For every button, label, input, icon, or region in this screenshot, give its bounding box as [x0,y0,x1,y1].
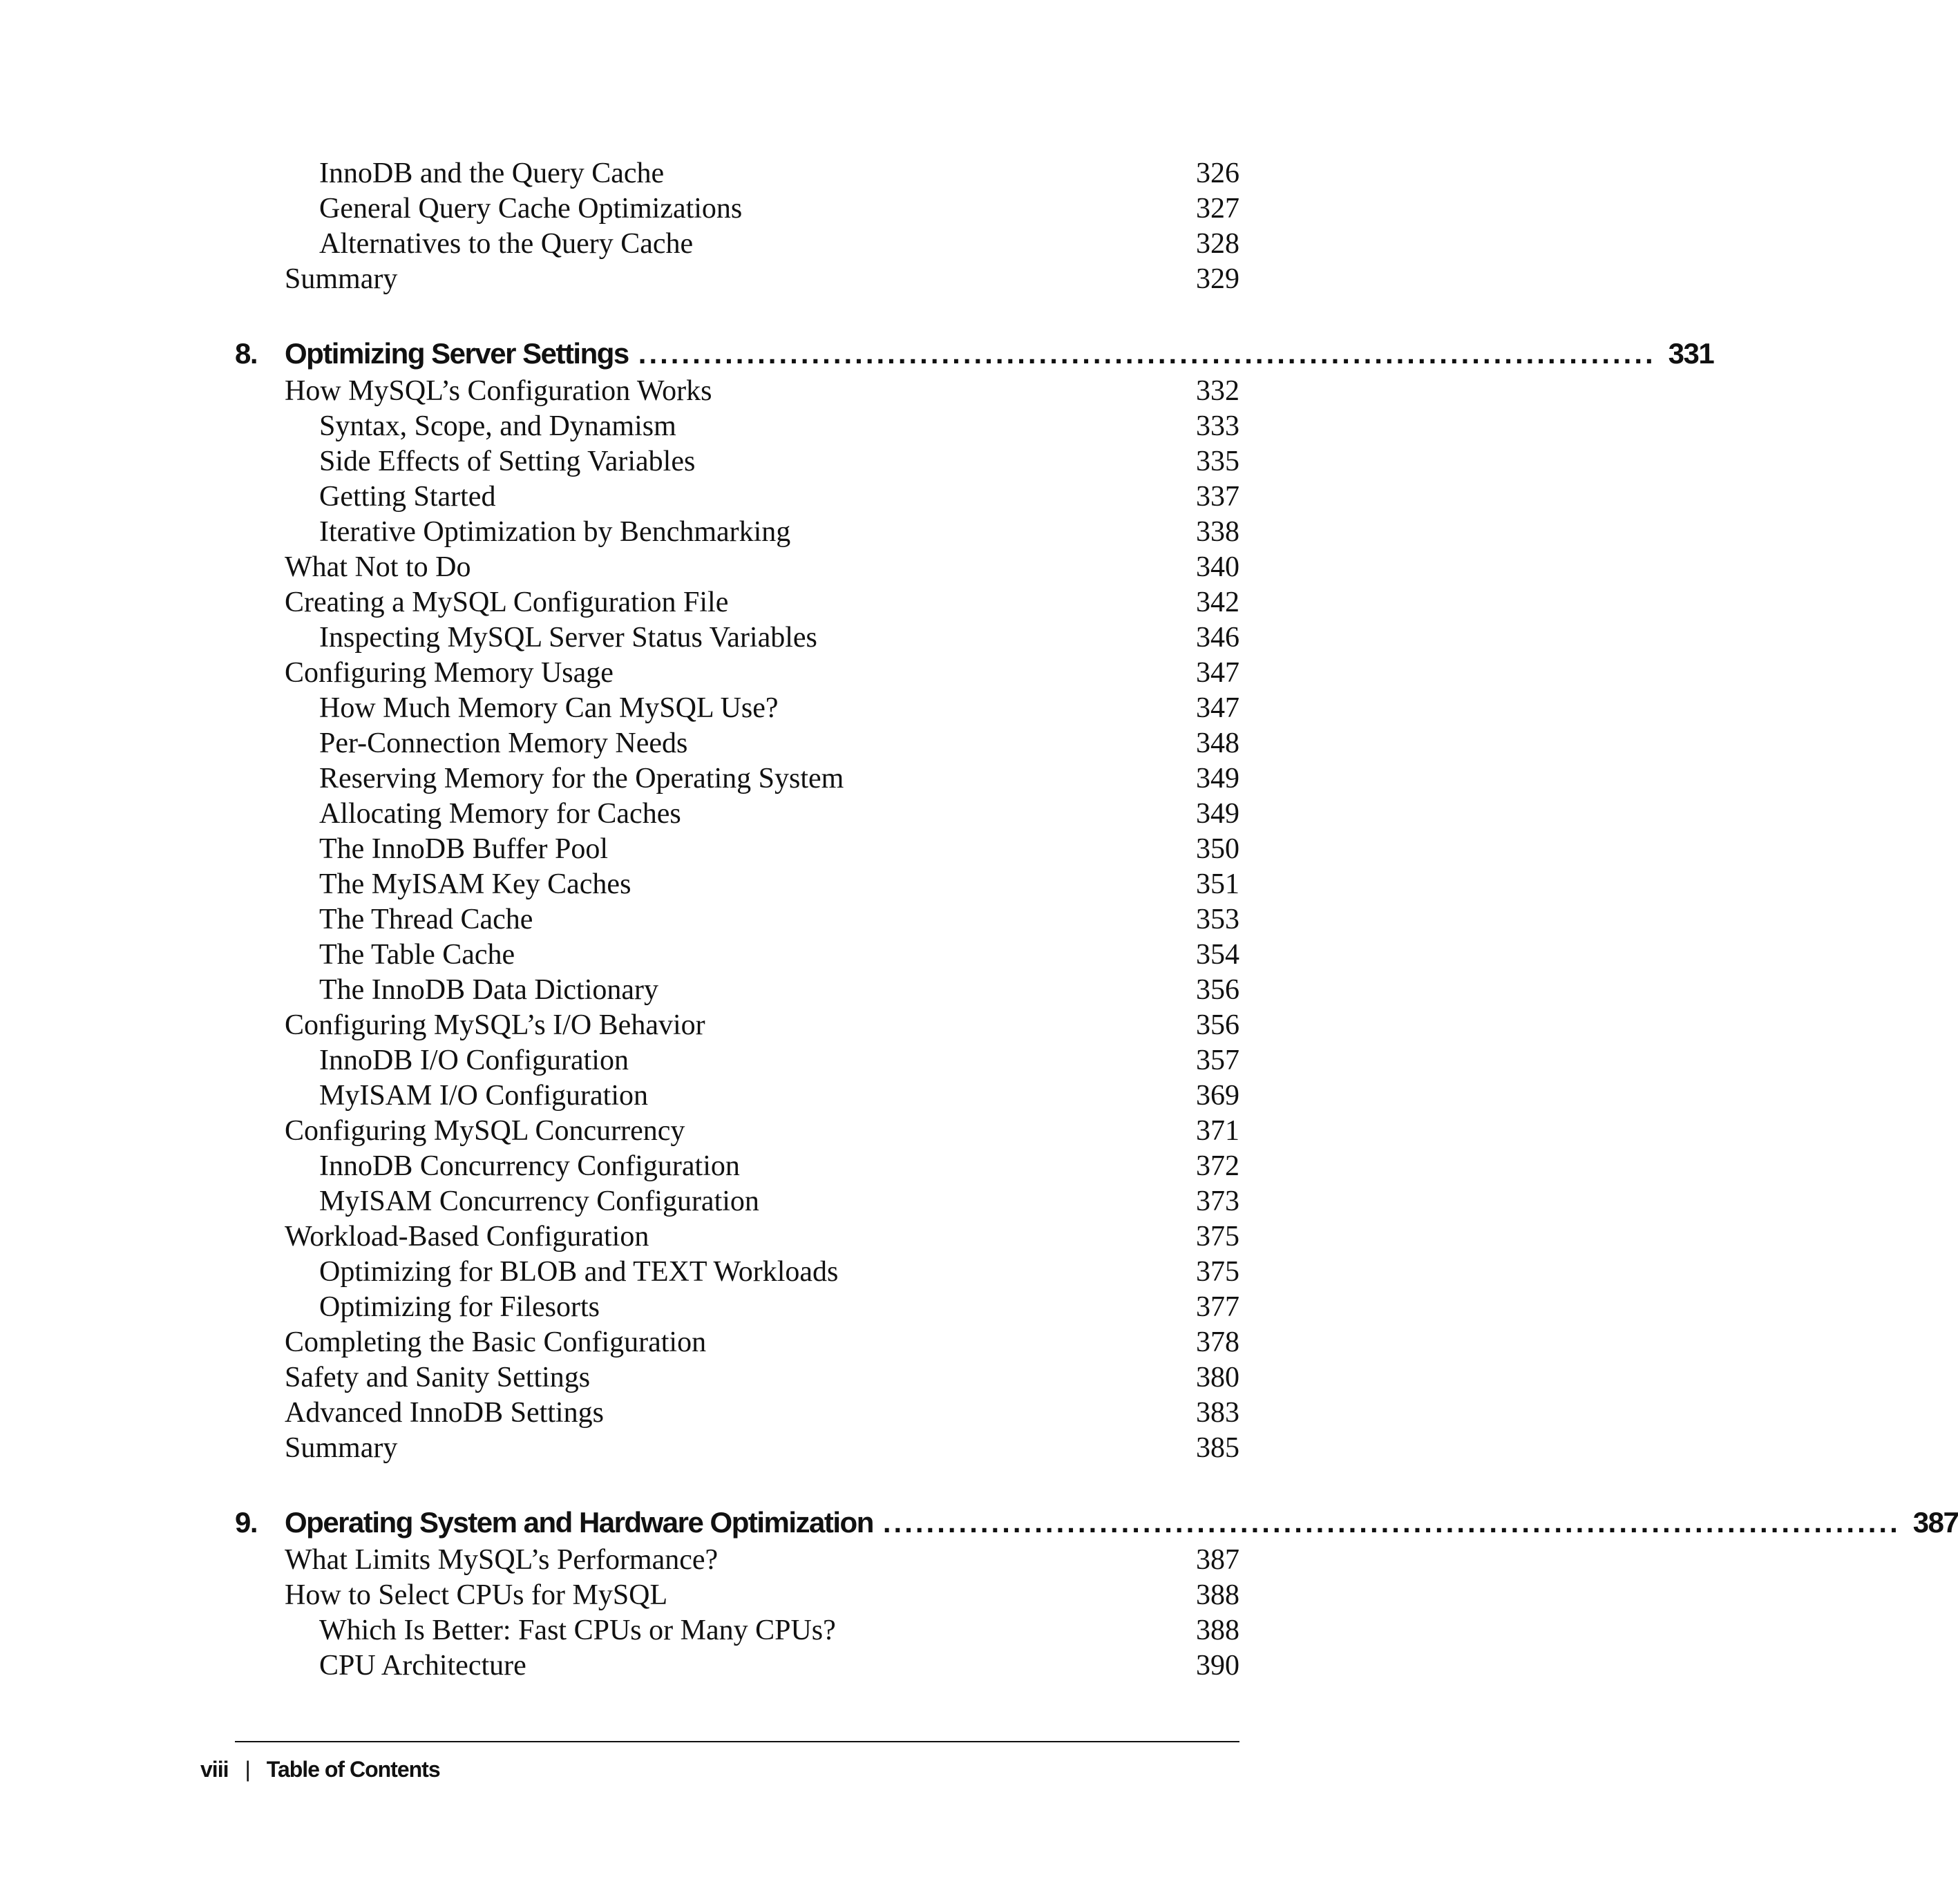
footer-separator: | [245,1757,250,1782]
toc-entry-page: 351 [1196,868,1239,900]
toc-entry-title: The InnoDB Data Dictionary [319,974,659,1006]
toc-entry-title: What Not to Do [285,551,471,583]
toc-entry[interactable] [235,585,1239,620]
chapter-number: 8. [235,337,258,370]
toc-entry[interactable] [235,1290,1239,1325]
toc-entry-title: MyISAM Concurrency Configuration [319,1186,759,1217]
toc-entry-page: 383 [1196,1397,1239,1429]
toc-entry-page: 347 [1196,657,1239,689]
chapter-9-section [235,1503,1958,1684]
toc-entry-page: 369 [1196,1080,1239,1112]
toc-entry-page: 377 [1196,1291,1239,1323]
toc-entry-title: Creating a MySQL Configuration File [285,587,729,618]
toc-entry[interactable] [235,1543,1239,1578]
toc-entry[interactable] [235,797,1239,832]
toc-entry-title: InnoDB Concurrency Configuration [319,1150,740,1182]
toc-entry-title: Side Effects of Setting Variables [319,446,696,477]
toc-entry-page: 342 [1196,587,1239,618]
toc-entry-page: 347 [1196,692,1239,724]
toc-entry-title: Configuring Memory Usage [285,657,614,689]
toc-entry-title: How MySQL’s Configuration Works [285,375,712,407]
toc-entry-title: Advanced InnoDB Settings [285,1397,604,1429]
toc-entry[interactable] [235,374,1239,409]
chapter-number: 9. [235,1506,258,1539]
toc-entry-title: Getting Started [319,481,496,513]
toc-entry-title: Allocating Memory for Caches [319,798,681,830]
toc-entry-title: Summary [285,1432,398,1464]
toc-entry-title: Completing the Basic Configuration [285,1326,707,1358]
toc-entry-page: 378 [1196,1326,1239,1358]
toc-entry-page: 340 [1196,551,1239,583]
toc-entry-page: 371 [1196,1115,1239,1147]
toc-entry-page: 337 [1196,481,1239,513]
toc-entry-title: Alternatives to the Query Cache [319,228,694,260]
toc-entry[interactable] [235,937,1239,973]
chapter-page: 387 [1912,1506,1958,1539]
toc-entry-page: 390 [1196,1650,1239,1682]
toc-entry-title: The InnoDB Buffer Pool [319,833,609,865]
toc-entry-page: 333 [1196,410,1239,442]
toc-entry-page: 372 [1196,1150,1239,1182]
toc-entry-title: Inspecting MySQL Server Status Variables [319,622,817,654]
toc-entry[interactable] [235,761,1239,797]
toc-entry-page: 357 [1196,1045,1239,1076]
toc-entry[interactable] [235,1184,1239,1219]
toc-entry[interactable] [235,191,1239,227]
toc-entry-page: 375 [1196,1221,1239,1253]
toc-entry-page: 388 [1196,1615,1239,1646]
toc-entry-title: Reserving Memory for the Operating System [319,763,844,794]
toc-entry-page: 385 [1196,1432,1239,1464]
footer-section-title: Table of Contents [266,1757,440,1782]
toc-entry-title: What Limits MySQL’s Performance? [285,1544,719,1576]
toc-entry[interactable] [235,227,1239,262]
toc-entry-page: 329 [1196,263,1239,295]
dot-leader: .............................................................................................. [882,1506,1901,1539]
toc-entry-title: How Much Memory Can MySQL Use? [319,692,779,724]
toc-entry[interactable] [235,1149,1239,1184]
toc-entry-page: 356 [1196,1009,1239,1041]
toc-entry-page: 387 [1196,1544,1239,1576]
toc-entry-page: 338 [1196,516,1239,548]
toc-entry[interactable] [235,444,1239,479]
toc-entry-page: 335 [1196,446,1239,477]
footer-rule [235,1741,1239,1742]
toc-entry[interactable] [235,156,1239,191]
chapter-title: Optimizing Server Settings [285,337,629,370]
footer-page-number: viii [200,1757,229,1782]
toc-entry-title: Per-Connection Memory Needs [319,727,688,759]
toc-entry-title: MyISAM I/O Configuration [319,1080,648,1112]
toc-entry[interactable] [235,1255,1239,1290]
toc-entry[interactable] [235,1325,1239,1360]
toc-entry[interactable] [235,1431,1239,1466]
chapter-heading[interactable] [235,1503,1958,1543]
chapter-8-entries [235,374,1239,1466]
toc-entry[interactable] [235,1008,1239,1043]
toc-entry-page: 328 [1196,228,1239,260]
chapter-title: Operating System and Hardware Optimization [285,1506,873,1539]
toc-entry-page: 375 [1196,1256,1239,1288]
toc-entry-page: 388 [1196,1579,1239,1611]
toc-entry-title: Syntax, Scope, and Dynamism [319,410,676,442]
toc-entry[interactable] [235,1078,1239,1114]
toc-entry-page: 332 [1196,375,1239,407]
toc-entry[interactable] [235,1360,1239,1396]
toc-entry[interactable] [235,409,1239,444]
toc-entry[interactable] [235,691,1239,726]
toc-entry[interactable] [235,1578,1239,1613]
toc-entry[interactable] [235,867,1239,902]
toc-entry-page: 354 [1196,939,1239,971]
toc-entry-title: Optimizing for BLOB and TEXT Workloads [319,1256,839,1288]
toc-entry-title: Iterative Optimization by Benchmarking [319,516,791,548]
chapter-heading[interactable] [235,334,1714,374]
chapter-9-entries [235,1543,1239,1684]
toc-entry-title: Safety and Sanity Settings [285,1362,591,1393]
toc-entry[interactable] [235,726,1239,761]
toc-entry-page: 380 [1196,1362,1239,1393]
toc-entry[interactable] [235,1648,1239,1684]
toc-entry-page: 348 [1196,727,1239,759]
toc-entry-page: 356 [1196,974,1239,1006]
chapter-page: 331 [1668,337,1714,370]
toc-entry[interactable] [235,1043,1239,1078]
toc-entry-page: 350 [1196,833,1239,865]
toc-entry-title: The Thread Cache [319,904,533,935]
toc-entry[interactable] [235,1114,1239,1149]
toc-entry[interactable] [235,262,1239,297]
toc-entry-title: Configuring MySQL’s I/O Behavior [285,1009,705,1041]
toc-entry-page: 373 [1196,1186,1239,1217]
toc-entry-title: Which Is Better: Fast CPUs or Many CPUs? [319,1615,836,1646]
toc-entry-title: Workload-Based Configuration [285,1221,649,1253]
toc-entry-page: 346 [1196,622,1239,654]
toc-entry[interactable] [235,832,1239,867]
toc-entry[interactable] [235,1613,1239,1648]
toc-continuation [235,156,1239,297]
toc-entry[interactable] [235,620,1239,656]
toc-entry[interactable] [235,479,1239,515]
toc-entry[interactable] [235,656,1239,691]
toc-entry[interactable] [235,1396,1239,1431]
toc-entry-title: How to Select CPUs for MySQL [285,1579,668,1611]
toc-entry[interactable] [235,973,1239,1008]
toc-entry-page: 326 [1196,158,1239,189]
toc-entry-title: InnoDB and the Query Cache [319,158,665,189]
toc-entry[interactable] [235,550,1239,585]
page-footer [200,1752,440,1787]
toc-entry-title: CPU Architecture [319,1650,526,1682]
toc-entry-title: Configuring MySQL Concurrency [285,1115,685,1147]
toc-entry-title: Optimizing for Filesorts [319,1291,600,1323]
chapter-8-section [235,334,1714,1466]
toc-entry[interactable] [235,1219,1239,1255]
toc-entry[interactable] [235,515,1239,550]
toc-entry[interactable] [235,902,1239,937]
toc-entry-title: General Query Cache Optimizations [319,193,743,225]
toc-entry-title: Summary [285,263,398,295]
toc-entry-page: 349 [1196,763,1239,794]
toc-entry-title: InnoDB I/O Configuration [319,1045,629,1076]
toc-entry-page: 349 [1196,798,1239,830]
toc-entry-page: 353 [1196,904,1239,935]
toc-entry-title: The Table Cache [319,939,515,971]
toc-entry-title: The MyISAM Key Caches [319,868,631,900]
toc-entry-page: 327 [1196,193,1239,225]
dot-leader: .............................................................................................. [638,337,1656,370]
